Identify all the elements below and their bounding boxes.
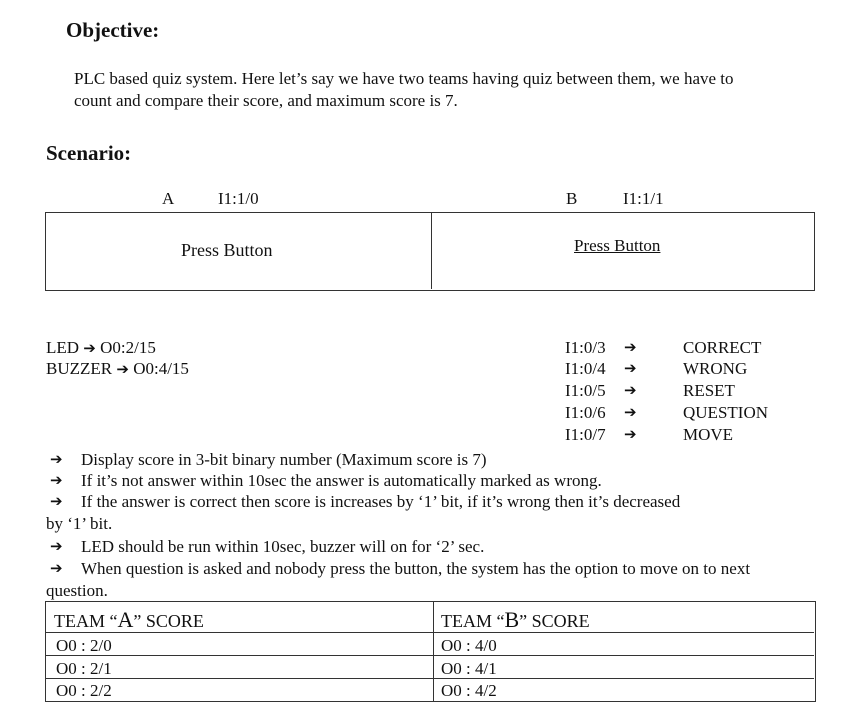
- input-name-5: MOVE: [683, 425, 734, 444]
- arrow-icon: ➔: [624, 359, 637, 377]
- team-a-score-cell: O0 : 2/0: [56, 636, 112, 655]
- press-button-b: Press Button: [574, 236, 661, 255]
- team-a-address: I1:1/0: [218, 189, 259, 208]
- arrow-icon: ➔: [50, 559, 63, 577]
- bullet-3-line-1: If the answer is correct then score is increases by ‘1’ bit, if it’s wrong then it’s decreased: [81, 492, 681, 511]
- team-b-label: B: [566, 189, 578, 208]
- score-table-divider: [433, 602, 434, 701]
- bullet-1: Display score in 3-bit binary number (Maximum score is 7): [81, 450, 487, 469]
- button-panel: [45, 212, 815, 291]
- input-name-3: RESET: [683, 381, 735, 400]
- arrow-icon: ➔: [50, 450, 63, 468]
- bullet-5-line-2: question.: [46, 581, 108, 600]
- arrow-icon: ➔: [83, 339, 96, 357]
- output-led-address: O0:2/15: [100, 338, 156, 357]
- input-address-3: I1:0/5: [565, 381, 606, 400]
- output-buzzer-address: O0:4/15: [133, 359, 189, 378]
- team-a-header-prefix: TEAM “: [54, 611, 118, 631]
- team-b-score-header: [441, 607, 590, 633]
- scenario-heading: Scenario:: [46, 141, 132, 165]
- score-table-rule: [46, 655, 814, 656]
- team-a-score-cell: O0 : 2/1: [56, 659, 112, 678]
- arrow-icon: ➔: [624, 403, 637, 421]
- output-row-buzzer: [46, 358, 189, 380]
- arrow-icon: ➔: [50, 492, 63, 510]
- input-name-4: QUESTION: [683, 403, 768, 422]
- bullet-5-line-1: When question is asked and nobody press the button, the system has the option to move on to next: [81, 559, 751, 578]
- team-a-score-header: [54, 607, 204, 633]
- team-a-header-suffix: ” SCORE: [133, 611, 204, 631]
- output-led-label: LED: [46, 338, 80, 357]
- output-row-led: [46, 337, 156, 359]
- team-a-score-cell: O0 : 2/2: [56, 681, 112, 700]
- arrow-icon: ➔: [624, 381, 637, 399]
- objective-heading: Objective:: [66, 18, 160, 42]
- input-name-1: CORRECT: [683, 338, 762, 357]
- bullet-4: LED should be run within 10sec, buzzer will on for ‘2’ sec.: [81, 537, 485, 556]
- input-address-1: I1:0/3: [565, 338, 606, 357]
- input-address-4: I1:0/6: [565, 403, 606, 422]
- arrow-icon: ➔: [116, 360, 129, 378]
- team-b-score-cell: O0 : 4/0: [441, 636, 497, 655]
- input-name-2: WRONG: [683, 359, 748, 378]
- team-b-address: I1:1/1: [623, 189, 664, 208]
- press-button-a: Press Button: [181, 240, 273, 260]
- arrow-icon: ➔: [50, 471, 63, 489]
- input-address-2: I1:0/4: [565, 359, 606, 378]
- arrow-icon: ➔: [624, 425, 637, 443]
- team-a-label: A: [162, 189, 175, 208]
- score-table-rule: [46, 678, 814, 679]
- bullet-2: If it’s not answer within 10sec the answer is automatically marked as wrong.: [81, 471, 602, 490]
- objective-line-2: count and compare their score, and maximum score is 7.: [74, 91, 458, 110]
- arrow-icon: ➔: [50, 537, 63, 555]
- team-b-header-prefix: TEAM “: [441, 611, 505, 631]
- bullet-3-line-2: by ‘1’ bit.: [46, 514, 113, 533]
- button-panel-divider: [431, 213, 432, 289]
- team-b-header-suffix: ” SCORE: [519, 611, 590, 631]
- input-address-5: I1:0/7: [565, 425, 606, 444]
- arrow-icon: ➔: [624, 338, 637, 356]
- team-b-score-cell: O0 : 4/2: [441, 681, 497, 700]
- output-buzzer-label: BUZZER: [46, 359, 113, 378]
- objective-line-1: PLC based quiz system. Here let’s say we have two teams having quiz between them, we have to: [74, 69, 734, 88]
- team-a-header-letter: A: [117, 607, 134, 632]
- team-b-header-letter: B: [504, 607, 520, 632]
- team-b-score-cell: O0 : 4/1: [441, 659, 497, 678]
